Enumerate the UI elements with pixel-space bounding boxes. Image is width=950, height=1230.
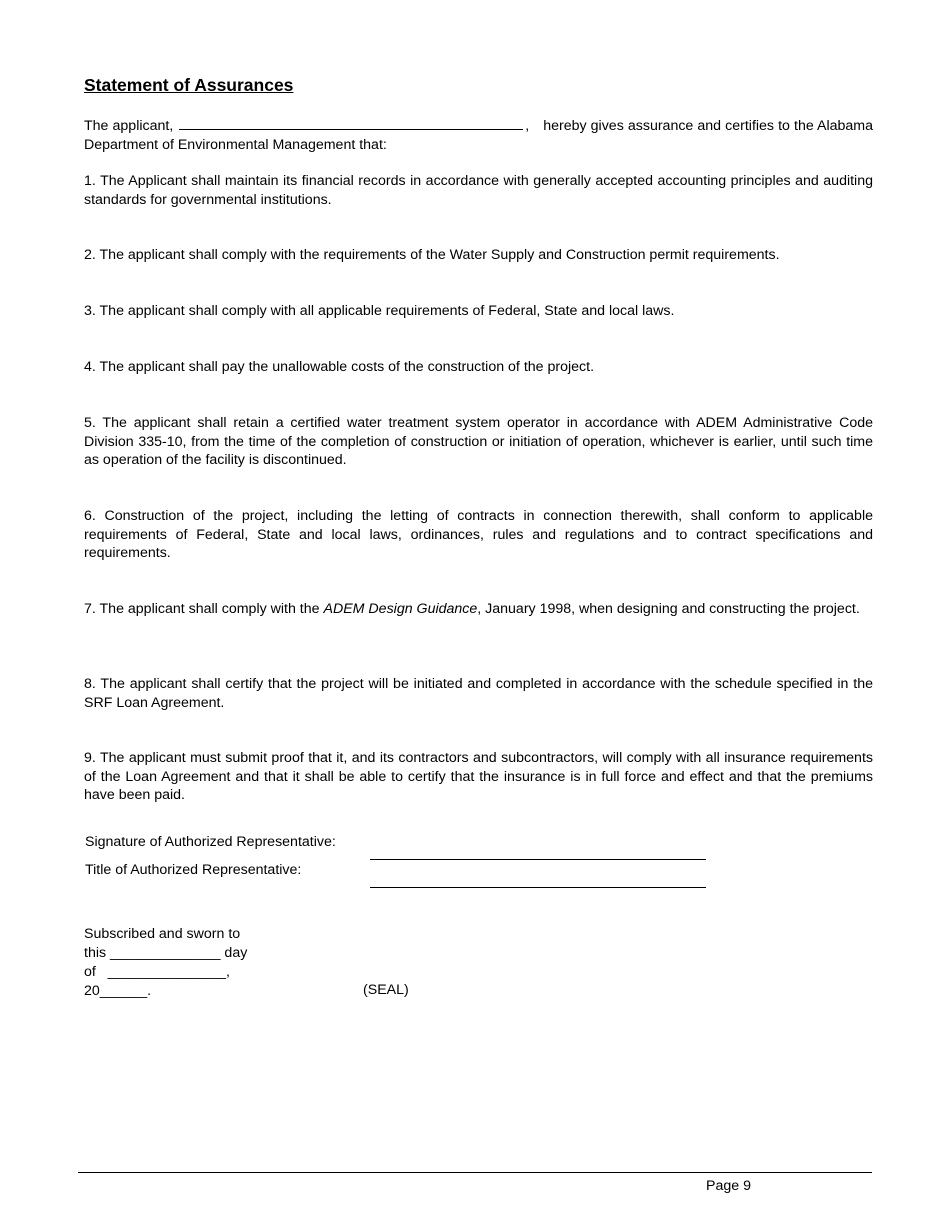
intro-comma: ,	[525, 118, 530, 134]
intro-rest: hereby gives assurance and certifies to the Alabama Department of Environmental Management that:	[84, 118, 874, 153]
page-title: Statement of Assurances	[84, 75, 294, 95]
sworn-line-2: this ______________ day	[84, 945, 248, 961]
assurance-item-3: 3. The applicant shall comply with all applicable requirements of Federal, State and local laws.	[84, 303, 675, 319]
item7-italic: ADEM Design Guidance	[323, 601, 478, 617]
signature-label: Signature of Authorized Representative:	[85, 834, 336, 850]
item7-before: 7. The applicant shall comply with the	[84, 601, 320, 617]
seal-placeholder: (SEAL)	[363, 982, 409, 998]
assurance-item-8: 8. The applicant shall certify that the project will be initiated and completed in accordance with the schedule specified in the SRF Loan Agreement.	[84, 676, 873, 711]
assurance-item-9: 9. The applicant must submit proof that it, and its contractors and subcontractors, will comply with all insurance requirements of the Loan Agreement and that it shall be able to certify that the insurance is in full force and effect and that the premiums have been paid.	[84, 750, 873, 804]
assurance-item-6: 6. Construction of the project, including the letting of contracts in connection therewith, shall conform to applicable requirements of Federal, State and local laws, ordinances, rules and regulations and to contract specifications and requirements.	[84, 508, 873, 562]
assurance-item-4: 4. The applicant shall pay the unallowable costs of the construction of the project.	[84, 359, 595, 375]
title-label: Title of Authorized Representative:	[85, 862, 302, 878]
assurance-item-7	[84, 600, 873, 619]
signature-line[interactable]	[370, 859, 706, 860]
footer-divider	[78, 1172, 872, 1173]
sworn-line-4: 20______.	[84, 983, 152, 999]
assurance-item-5: 5. The applicant shall retain a certified water treatment system operator in accordance with ADEM Administrative Code Division 335-10, from the time of the completion of construction or initiation of operation, whichever is earlier, until such time as operation of the facility is discontinued.	[84, 415, 873, 469]
page-number: Page 9	[706, 1178, 751, 1194]
sworn-line-3: of _______________,	[84, 964, 230, 980]
item7-after: , January 1998, when designing and constructing the project.	[477, 601, 860, 617]
assurance-item-1: 1. The Applicant shall maintain its financial records in accordance with generally accepted accounting principles and auditing standards for governmental institutions.	[84, 173, 873, 208]
title-line[interactable]	[370, 887, 706, 888]
intro-lead: The applicant,	[84, 118, 174, 134]
sworn-line-1: Subscribed and sworn to	[84, 926, 241, 942]
assurance-item-2: 2. The applicant shall comply with the requirements of the Water Supply and Construction permit requirements.	[84, 247, 780, 263]
intro-paragraph	[84, 116, 873, 154]
applicant-name-blank	[179, 116, 523, 130]
